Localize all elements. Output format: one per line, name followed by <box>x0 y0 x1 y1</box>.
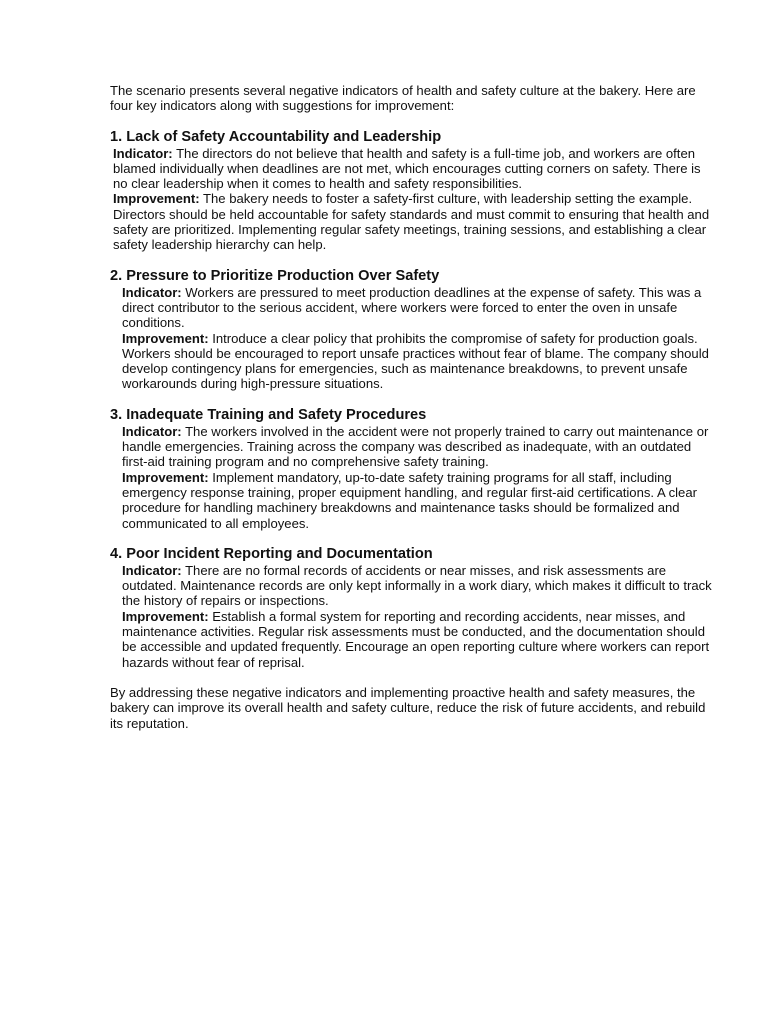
section-heading: 2. Pressure to Prioritize Production Over Safety <box>110 267 440 284</box>
section-3 <box>110 407 715 531</box>
improvement-label: Improvement: <box>122 608 209 624</box>
section-1 <box>110 129 715 253</box>
indicator-paragraph <box>110 285 715 331</box>
improvement-label: Improvement: <box>122 469 209 485</box>
improvement-label: Improvement: <box>113 191 200 207</box>
document-page <box>110 83 715 731</box>
indicator-paragraph <box>110 424 715 470</box>
section-2 <box>110 268 715 392</box>
improvement-paragraph <box>110 470 715 531</box>
section-heading: 3. Inadequate Training and Safety Procedures <box>110 406 427 423</box>
indicator-text: There are no formal records of accidents or near misses, and risk assessments are outdated. Maintenance records are only kept informally in a work diary, which makes it difficult to track the history of repairs or inspections. <box>122 562 712 609</box>
intro-paragraph: The scenario presents several negative indicators of health and safety culture at the bakery. Here are four key indicators along with suggestions for improvement: <box>110 83 696 114</box>
improvement-text: Introduce a clear policy that prohibits the compromise of safety for production goals. Workers should be encouraged to report unsafe practices without fear of blame. The company should develop contingency plans for emergencies, such as maintenance breakdowns, to prevent unsafe workarounds during high-pressure situations. <box>122 330 709 392</box>
indicator-label: Indicator: <box>122 562 182 578</box>
indicator-text: The workers involved in the accident were not properly trained to carry out maintenance or handle emergencies. Training across the company was described as inadequate, with an outdated first-aid training program and no comprehensive safety training. <box>122 423 709 470</box>
improvement-text: Establish a formal system for reporting and recording accidents, near misses, and maintenance activities. Regular risk assessments must be conducted, and the documentation should be accessible and updated frequently. Encourage an open reporting culture where workers can report hazards without fear of reprisal. <box>122 608 710 670</box>
improvement-paragraph <box>110 331 715 392</box>
improvement-text: The bakery needs to foster a safety-first culture, with leadership setting the example. Directors should be held accountable for safety standards and must commit to ensuring that health and safety are prioritized. Implementing regular safety meetings, training sessions, and establishing a clear safety leadership hierarchy can help. <box>113 191 710 253</box>
section-heading: 1. Lack of Safety Accountability and Leadership <box>110 128 442 145</box>
indicator-label: Indicator: <box>122 284 182 300</box>
indicator-paragraph <box>110 146 715 192</box>
improvement-paragraph <box>110 609 715 670</box>
conclusion-paragraph: By addressing these negative indicators and implementing proactive health and safety measures, the bakery can improve its overall health and safety culture, reduce the risk of future accidents, and rebuild its reputation. <box>110 684 706 731</box>
section-4 <box>110 546 715 670</box>
section-heading: 4. Poor Incident Reporting and Documentation <box>110 545 433 562</box>
improvement-label: Improvement: <box>122 330 209 346</box>
indicator-label: Indicator: <box>122 423 182 439</box>
improvement-text: Implement mandatory, up-to-date safety training programs for all staff, including emergency response training, proper equipment handling, and regular first-aid certifications. A clear procedure for handling machinery breakdowns and maintenance tasks should be formalized and communicated to all employees. <box>122 469 697 531</box>
improvement-paragraph <box>110 191 715 252</box>
indicator-label: Indicator: <box>113 145 173 161</box>
indicator-paragraph <box>110 563 715 609</box>
indicator-text: Workers are pressured to meet production deadlines at the expense of safety. This was a direct contributor to the serious accident, where workers were forced to enter the oven in unsafe conditions. <box>122 284 702 331</box>
indicator-text: The directors do not believe that health and safety is a full-time job, and workers are often blamed individually when deadlines are not met, which encourages cutting corners on safety. There is no clear leadership when it comes to health and safety responsibilities. <box>113 145 701 192</box>
